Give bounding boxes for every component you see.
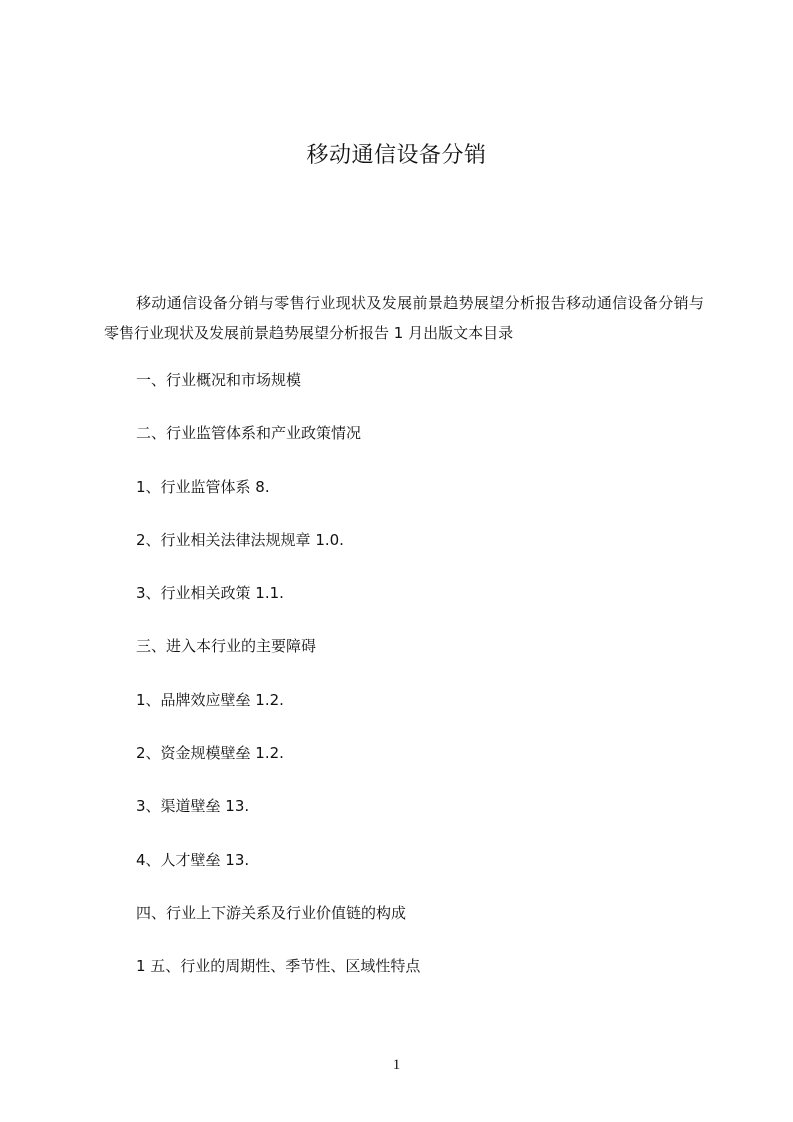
intro-paragraph: 移动通信设备分销与零售行业现状及发展前景趋势展望分析报告移动通信设备分销与零售行业现状及发展前景趋势展望分析报告 1 月出版文本目录: [104, 294, 704, 342]
toc-item: 1 五、行业的周期性、季节性、区域性特点: [136, 957, 421, 976]
toc-item: 四、行业上下游关系及行业价值链的构成: [136, 903, 407, 922]
toc-item: 1、品牌效应壁垒 1.2.: [136, 690, 284, 709]
document-title: 移动通信设备分销: [306, 143, 487, 168]
toc-item: 4、人才壁垒 13.: [136, 850, 250, 869]
toc-item: 3、行业相关政策 1.1.: [136, 584, 284, 603]
toc-item: 1、行业监管体系 8.: [136, 477, 270, 496]
toc-item: 三、进入本行业的主要障碍: [136, 637, 317, 656]
toc-item: 3、渠道壁垒 13.: [136, 797, 250, 816]
toc-item: 2、资金规模壁垒 1.2.: [136, 744, 284, 763]
table-of-contents: [136, 369, 696, 1009]
toc-item: 二、行业监管体系和产业政策情况: [136, 424, 362, 443]
toc-item: 一、行业概况和市场规模: [136, 371, 302, 389]
page-number: 1: [392, 1057, 401, 1073]
toc-item: 2、行业相关法律法规规章 1.0.: [136, 530, 344, 549]
